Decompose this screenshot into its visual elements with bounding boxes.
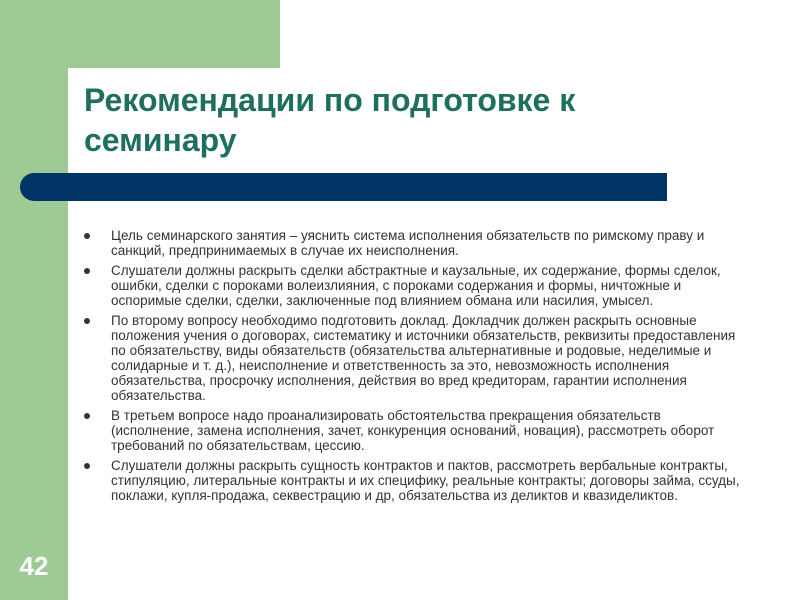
bullet-icon [84,463,90,469]
bullet-text: Цель семинарского занятия – уяснить система исполнения обязательств по римскому праву и санкций, предпринимаемых в случае их неисполнения. [111,228,705,258]
title-underline-bar [20,173,667,201]
bullet-item [84,408,744,453]
bullet-item [84,228,744,258]
bullet-item [84,313,744,403]
bullet-text: Слушатели должны раскрыть сущность контрактов и пактов, рассмотреть вербальные контракты, стипуляцию, литеральные контракты и их специфику, реальные контракты; договоры займа, ссуды, поклажи, купля-продажа, секвестрацию и др, обязательства из деликтов и квазиделиктов. [111,458,740,503]
bullet-icon [84,413,90,419]
bullet-text: В третьем вопросе надо проанализировать обстоятельства прекращения обязательств (исполнение, замена исполнения, зачет, конкуренция оснований, новация), рассмотреть оборот требований по обязательствам, цессию. [111,408,715,453]
bullet-text: По второму вопросу необходимо подготовить доклад. Докладчик должен раскрыть основные положения учения о договорах, систематику и источники обязательств, реквизиты предоставления по обязательству, виды обязательств (обязательства альтернативные и родовые, неделимые и солидарные и т. д.), неисполнение и ответственность за это, невозможность исполнения обязательства, просрочку исполнения, действия во вред кредиторам, гарантии исполнения обязательства. [111,313,736,403]
bullet-icon [84,318,90,324]
bullet-item [84,263,744,308]
page-number: 42 [19,551,49,581]
bullet-item [84,458,744,503]
bullet-list [84,228,744,508]
left-accent-band [0,0,68,600]
bullet-icon [84,268,90,274]
bullet-text: Слушатели должны раскрыть сделки абстрактные и каузальные, их содержание, формы сделок, ошибки, сделки с пороками волеизлияния, с пороками содержания и формы, ничтожные и оспоримые сделки, сделки, заключенные под влиянием обмана или насилия, умысел. [111,263,721,308]
slide-title: Рекомендации по подготовке к семинару [84,82,576,158]
top-accent-band [68,0,280,68]
bullet-icon [84,233,90,239]
